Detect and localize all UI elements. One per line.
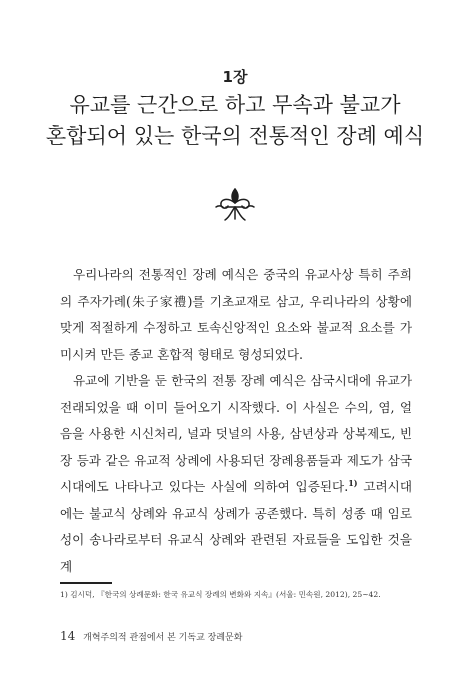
footnote: 1) 김시덕, 『한국의 상례문화: 한국 유교식 장례의 변화와 지속』(서울: 민속원, 2012), 25~42. — [60, 590, 381, 599]
paragraph-2-part-b: 고려시대에는 불교식 상례와 유교식 상례가 공존했다. 특히 성종 때 임로성이 송나라로부터 유교식 상례와 관련된 자료들을 도입한 것을 계 — [60, 479, 413, 574]
chapter-label: 1장 — [222, 68, 248, 86]
paragraph-1: 우리나라의 전통적인 장례 예식은 중국의 유교사상 특히 주희의 주자가례(朱子家禮)를 기초교재로 삼고, 우리나라의 상황에 맞게 적절하게 수정하고 토속신앙적인 요소와 불교적 요소를 가미시켜 만든 종교 혼합적 형태로 형성되었다. — [60, 267, 412, 362]
footnote-reference[interactable]: 1) — [348, 477, 358, 488]
chapter-title-line-2: 혼합되어 있는 한국의 전통적인 장례 예식 — [45, 124, 425, 148]
body-text — [60, 262, 412, 580]
fleur-de-lis-ornament-icon — [213, 188, 257, 222]
chapter-title-line-1: 유교를 근간으로 하고 무속과 불교가 — [69, 93, 401, 117]
footnote-divider — [60, 582, 112, 584]
chapter-title — [0, 90, 470, 152]
page-number: 14 — [60, 629, 76, 643]
page-footer — [60, 629, 242, 643]
running-title: 개혁주의적 관점에서 본 기독교 장례문화 — [83, 633, 243, 643]
paragraph-2-part-a: 유교에 기반을 둔 한국의 전통 장례 예식은 삼국시대에 유교가 전래되었을 때 이미 들어오기 시작했다. 이 사실은 수의, 염, 얼음을 사용한 시신처리, 널과 덧널의 사용, 삼년상과 상복제도, 빈장 등과 같은 유교적 상례에 사용되던 장례용품들과 제도가 삼국시대에도 나타나고 있다는 사실에 의하여 입증된다. — [60, 373, 412, 494]
paragraph-2 — [60, 368, 412, 580]
